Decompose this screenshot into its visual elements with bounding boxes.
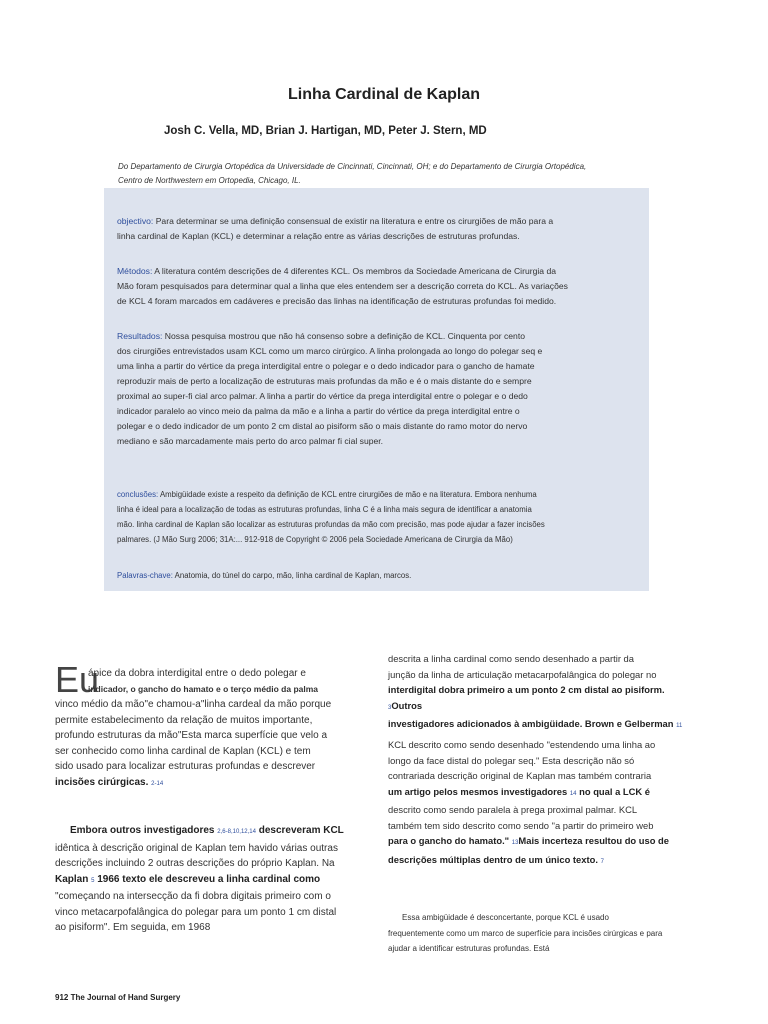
body-text: 1966 texto ele descreveu a linha cardinal como [97,873,321,885]
drop-cap: Eu [55,659,100,700]
body-text: descrições múltiplas dentro de um único texto. [388,853,598,865]
abstract-results [117,329,637,449]
body-line: ajudar a identificar estruturas profundas. Está [388,944,550,953]
abstract-line: reproduzir mais de perto a localização de estruturas mais profundas da mão e é o mais distante do e sempre [117,376,532,386]
conclusions-label: conclusões: [117,490,159,499]
body-line: "começando na intersecção da fi dobra digitais primeiro com o [55,891,331,902]
body-line: vinco metacarpofalângica do polegar para um ponto 1 cm distal [55,906,337,918]
body-line: frequentemente como um marco de superfície para incisões cirúrgicas e para [388,928,663,938]
body-right-paragraph-2 [388,737,698,870]
body-line: Essa ambigüidade é desconcertante, porque KCL é usado [402,913,609,922]
reference-number[interactable]: 13 [511,840,519,846]
abstract-line: uma linha a partir do vértice da prega interdigital entre o polegar e o dedo indicador para o gancho de hamate [117,361,535,371]
body-line: indicador, o gancho do hamato e o terço médio da palma [88,683,319,694]
keywords-label: Palavras-chave: [117,571,173,580]
body-right-paragraph-3 [388,910,698,957]
body-line [55,872,355,890]
body-left-paragraph-2 [55,823,355,936]
body-line: idêntica à descrição original de Kaplan tem havido várias outras [55,842,338,854]
abstract-line: linha é ideal para a localização de todas as estruturas profundas, linha C é a linha mais segura de identificar a anatomia [117,505,532,514]
abstract-line: mediano e são marcadamente mais perto do arco palmar fi cial super. [117,436,384,446]
body-line: longo da face distal do polegar seq." Esta descrição não só [388,754,635,766]
abstract-line: palmares. (J Mão Surg 2006; 31A:... 912-918 de Copyright © 2006 pela Sociedade Americana de Cirurgia da Mão) [117,535,513,544]
body-text: um artigo pelos mesmos investigadores [388,785,568,797]
abstract-line: dos cirurgiões entrevistados usam KCL como um marco cirúrgico. A linha prolongada ao longo do polegar seq e [117,346,543,356]
body-line: descrito como sendo paralela à prega proximal palmar. KCL [388,804,638,815]
reference-number[interactable]: 11 [676,723,683,729]
abstract-line: Mão foram pesquisados para determinar qual a linha que eles entendem ser a descrição correta do KCL. As variações [117,281,568,291]
objective-label: objectivo: [117,216,154,226]
abstract-line [117,214,637,229]
keywords-text: Anatomia, do túnel do carpo, mão, linha cardinal de Kaplan, marcos. [174,571,412,580]
reference-number[interactable]: 14 [569,790,577,797]
body-line: descrita a linha cardinal como sendo desenhado a partir da [388,653,634,664]
reference-number[interactable]: 2,6-8,10,12,14 [217,829,256,835]
body-line: KCL descrito como sendo desenhado "estendendo uma linha ao [388,739,656,750]
abstract-keywords [117,568,637,583]
reference-number[interactable]: 7 [600,858,604,865]
body-line: descrições incluindo 2 outras descrições do próprio Kaplan. Na [55,858,335,869]
body-line: ser conhecido como linha cardinal de Kaplan (KCL) e tem [55,745,311,757]
body-line [388,784,698,803]
body-text: investigadores adicionados à ambigüidade. Brown e Gelberman [388,718,674,729]
article-authors: Josh C. Vella, MD, Brian J. Hartigan, MD, Peter J. Stern, MD [164,125,487,137]
abstract-text: Para determinar se uma definição consensual de existir na literatura e entre os cirurgiões de mão para a [155,216,554,226]
body-text: descreveram KCL [258,825,344,836]
page-footer: 912 The Journal of Hand Surgery [55,993,181,1002]
body-text: Mais incerteza resultou do uso de [518,835,669,846]
affiliation-line: Do Departamento de Cirurgia Ortopédica da Universidade de Cincinnati, Cincinnati, OH; e do Departamento de Cirurgia Ortopédica, [118,162,587,171]
body-line: permite estabelecimento da relação de muitos importante, [55,714,313,726]
abstract-text: Ambigüidade existe a respeito da definição de KCL entre cirurgiões de mão e na literatura. Embora nenhuma [159,490,537,499]
body-line [388,833,698,852]
body-line [388,852,698,871]
abstract-line [117,487,637,502]
body-line: contrariada descrição original de Kaplan mas também contraria [388,770,652,781]
body-text: incisões cirúrgicas. [55,776,149,788]
article-affiliation [118,160,638,188]
abstract-line [117,264,637,279]
body-line [388,716,698,735]
body-text: Kaplan [55,873,89,885]
body-text: Outros [391,699,423,711]
body-text: interdigital dobra primeiro a um ponto 2 cm distal ao pisiform. [388,684,665,695]
body-line: ao pisiform". Em seguida, em 1968 [55,922,211,933]
body-text: no qual a LCK é [579,785,650,797]
body-line: junção da linha de articulação metacarpofalângica do polegar no [388,668,657,680]
abstract-objective [117,214,637,244]
abstract-text: A literatura contém descrições de 4 diferentes KCL. Os membros da Sociedade Americana de Cirurgia da [154,266,557,276]
results-label: Resultados: [117,331,163,341]
body-left-paragraph-1 [55,666,355,792]
methods-label: Métodos: [117,266,153,276]
abstract-box [104,188,649,591]
reference-number[interactable]: 5 [91,877,95,884]
body-line [388,682,698,716]
body-line: vinco médio da mão"e chamou-a"linha cardeal da mão porque [55,699,332,710]
body-line: sido usado para localizar estruturas profundas e descrever [55,761,316,772]
affiliation-line: Centro de Northwestern em Ortopedia, Chicago, IL. [118,176,301,185]
abstract-line [117,329,637,344]
reference-number[interactable]: 3 [388,704,392,711]
abstract-line: de KCL 4 foram marcados em cadáveres e precisão das linhas na identificação de estruturas profundas foi medido. [117,296,557,306]
body-text: Embora outros investigadores [70,825,215,836]
body-right-paragraph-1 [388,651,698,735]
abstract-line: linha cardinal de Kaplan (KCL) e determinar a relação entre as várias descrições de estruturas profundas. [117,231,520,241]
abstract-line: proximal ao super-fi cial arco palmar. A linha a partir do vértice da prega interdigital entre o polegar e o dedo [117,391,528,401]
abstract-line: mão. linha cardinal de Kaplan são localizar as estruturas profundas da mão com precisão, mas pode ajudar a fazer incisões [117,520,545,529]
body-line: também tem sido descrito como sendo "a partir do primeiro web [388,819,654,831]
article-title: Linha Cardinal de Kaplan [287,86,481,103]
body-text: para o gancho do hamato." [388,835,510,846]
abstract-line: indicador paralelo ao vinco meio da palma da mão e a linha a partir do vértice da prega interdigital entre o [117,406,520,416]
body-line [55,823,355,841]
body-line: ápice da dobra interdigital entre o dedo polegar e [88,668,306,679]
body-line: profundo estruturas da mão"Esta marca superfície que velo a [55,730,328,741]
abstract-conclusions [117,487,637,547]
abstract-line: polegar e o dedo indicador de um ponto 2 cm distal ao pisiform são o mais distante do ramo motor do nervo [117,421,528,431]
abstract-methods [117,264,637,309]
abstract-text: Nossa pesquisa mostrou que não há consenso sobre a definição de KCL. Cinquenta por cento [164,331,525,341]
reference-number[interactable]: 2-14 [151,780,164,787]
body-line [55,775,355,793]
